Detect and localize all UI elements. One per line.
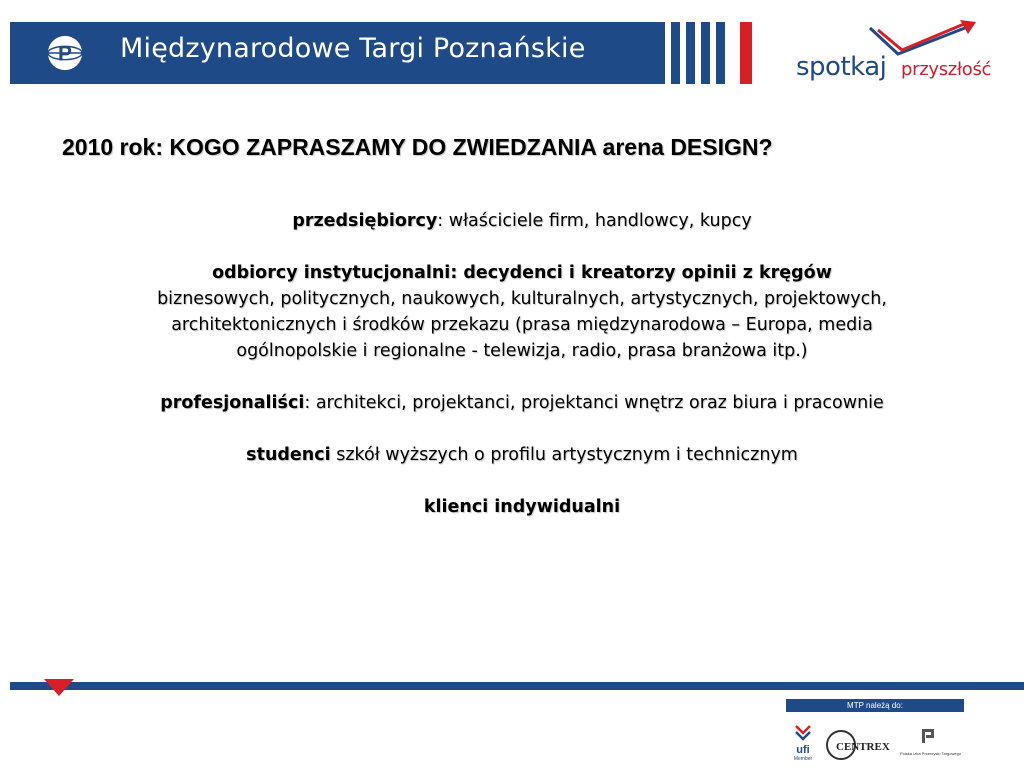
brand-word-main: spotkaj [796,52,887,82]
ufi-logo [790,724,816,762]
footer-triangle-marker [44,679,74,696]
slide-content [140,208,904,546]
pit-logo [898,727,968,761]
audience-item-text: właściciele firm, handlowcy, kupcy [448,211,752,231]
members-label: MTP należą do: [786,699,964,712]
audience-item-label: profesjonaliści [160,393,305,413]
svg-text:Polska Izba Przemysłu Targoweg: Polska Izba Przemysłu Targowego [900,751,962,756]
audience-item-text: architekci, projektanci, projektanci wnętrz oraz biura i pracownie [315,393,884,413]
mtp-globe-logo-icon [46,34,84,72]
audience-item-text: szkół wyższych o profilu artystycznym i technicznym [336,445,798,465]
footer-line [10,682,1024,690]
audience-item-institutional: odbiorcy instytucjonalni: decydenci i kreatorzy opinii z kręgów biznesowych, politycznych, naukowych, kulturalnych, artystycznych, projektowych, architektonicznych i środków przekazu (prasa międzynarodowa – Europa, media ogólnopolskie i regionalne - telewizja, radio, prasa branżowa itp.) [157,263,887,361]
audience-item-label: studenci [246,445,331,465]
svg-text:ufi: ufi [796,744,810,756]
svg-text:Member: Member [793,756,813,762]
audience-item-professionals: profesjonaliści: architekci, projektanci, projektanci wnętrz oraz biura i pracownie [160,393,884,413]
svg-text:CENTREX: CENTREX [836,741,890,753]
slide-title: 2010 rok: KOGO ZAPRASZAMY DO ZWIEDZANIA arena DESIGN? [62,134,773,160]
svg-text:P: P [58,42,72,66]
audience-item-entrepreneurs: przedsiębiorcy: właściciele firm, handlowcy, kupcy [292,211,752,231]
audience-item-label: odbiorcy instytucjonalni [212,263,451,283]
header-stripes [671,22,761,84]
header-title: Międzynarodowe Targi Poznańskie [120,33,586,64]
audience-item-students [140,442,904,468]
header-bar [10,22,665,84]
audience-item-individual [140,494,904,520]
audience-item-label: przedsiębiorcy [292,211,438,231]
brand-word-accent: przyszłość [901,59,992,80]
audience-item-label-secondary: decydenci i kreatorzy opinii z kręgów [463,263,832,283]
brand-logo [796,20,1001,90]
audience-item-text: biznesowych, politycznych, naukowych, kulturalnych, artystycznych, projektowych, architektonicznych i środków przekazu (prasa międzynarodowa – Europa, media ogólnopolskie i regionalne - telewizja, radio, prasa branżowa itp.) [157,289,887,361]
centrex-logo [826,728,896,762]
audience-item-label: klienci indywidualni [423,497,621,517]
